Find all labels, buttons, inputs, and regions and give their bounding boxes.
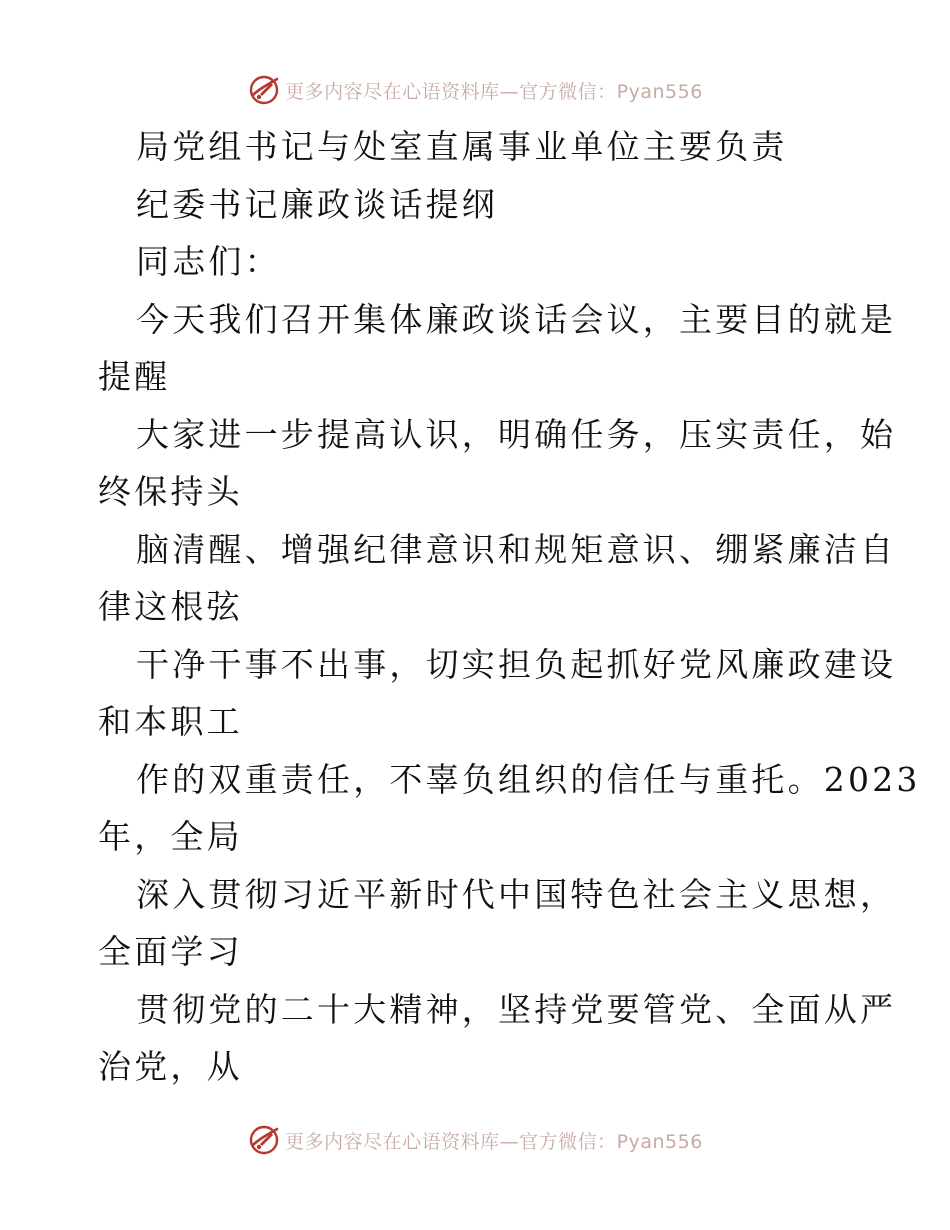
text-line: 深入贯彻习近平新时代中国特色社会主义思想，	[136, 874, 897, 914]
text-line: 提醒	[98, 357, 171, 396]
document-body	[98, 118, 921, 1096]
watermark-banner-bottom	[0, 1120, 950, 1160]
text-line: 终保持头	[98, 472, 243, 511]
text-line: 全面学习	[98, 932, 243, 971]
watermark-text: 更多内容尽在心语资料库—官方微信：Pyan556	[285, 80, 703, 103]
text-line: 脑清醒、增强纪律意识和规矩意识、绷紧廉洁自	[136, 529, 897, 569]
watermark-banner-top	[0, 70, 950, 110]
text-line: 和本职工	[98, 702, 243, 741]
text-line: 贯彻党的二十大精神，坚持党要管党、全面从严	[136, 989, 897, 1029]
text-line: 纪委书记廉政谈话提纲	[136, 184, 498, 224]
text-line: 局党组书记与处室直属事业单位主要负责	[136, 127, 788, 166]
text-line: 年，全局	[98, 817, 243, 856]
text-line: 大家进一步提高认识，明确任务，压实责任，始	[136, 414, 897, 454]
pen-logo-icon	[247, 73, 281, 107]
watermark-text: 更多内容尽在心语资料库—官方微信：Pyan556	[285, 1130, 703, 1153]
text-line: 律这根弦	[98, 587, 243, 626]
text-line: 今天我们召开集体廉政谈话会议，主要目的就是	[136, 299, 897, 339]
text-line: 作的双重责任，不辜负组织的信任与重托。2023	[136, 759, 921, 799]
pen-logo-icon	[247, 1123, 281, 1157]
text-line: 治党，从	[98, 1047, 243, 1086]
text-line: 同志们：	[136, 242, 281, 281]
text-line: 干净干事不出事，切实担负起抓好党风廉政建设	[136, 644, 897, 684]
